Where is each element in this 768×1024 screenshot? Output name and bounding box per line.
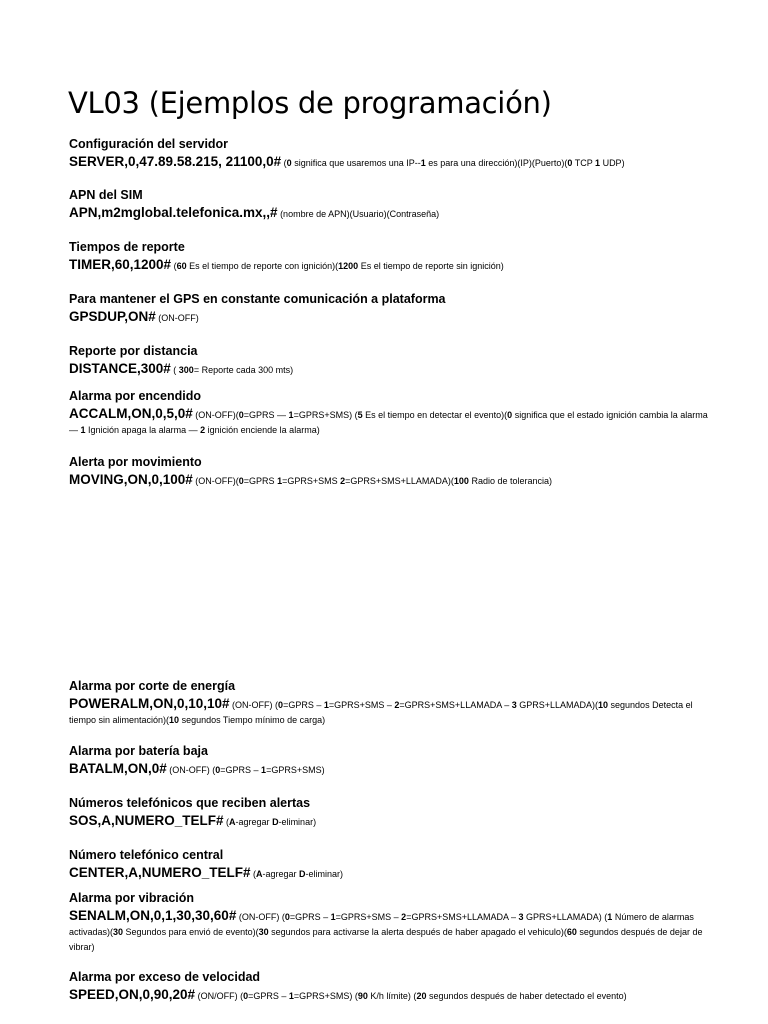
note-text: ( [171,261,177,271]
note-value: 1 [420,158,426,168]
command-note [156,313,199,323]
section-heading: Reporte por distancia [69,344,198,358]
command-line [69,696,709,728]
note-value: 30 [113,927,124,937]
note-value: 0 [507,410,513,420]
note-text: segundos Detecta el tiempo sin alimentación)( [69,700,693,725]
note-text: ( [170,365,179,375]
command-text: CENTER,A,NUMERO_TELF# [69,865,251,880]
section-heading: Alarma por batería baja [69,744,208,758]
note-value: 1 [595,158,601,168]
command-text: APN,m2mglobal.telefonica.mx,,# [69,205,278,220]
note-text: Es el tiempo en detectar el evento)( [362,410,508,420]
note-text: significa que usaremos una IP-- [291,158,421,168]
command-line [69,908,709,955]
section-vibration-alarm [69,891,709,955]
section-heading: Alarma por corte de energía [69,679,236,693]
section-heading: Configuración del servidor [69,137,229,151]
command-text: SPEED,ON,0,90,20# [69,987,196,1002]
command-note [251,869,344,879]
note-text: =GPRS+SMS+LLAMADA – [399,700,512,710]
command-line [69,257,709,274]
section-speed-alarm [69,970,709,1004]
command-note [171,365,293,375]
note-text: GPRS+LLAMADA)( [516,700,599,710]
command-text: SOS,A,NUMERO_TELF# [69,813,224,828]
section-heading: Alarma por encendido [69,389,201,403]
command-text: SENALM,ON,0,1,30,30,60# [69,908,237,923]
section-distance-report [69,344,709,378]
note-text: (ON-OFF) ( [236,912,285,922]
command-line [69,987,709,1004]
note-value: 60 [566,927,577,937]
section-movement-alert [69,455,709,489]
note-text: = Reporte cada 300 mts) [193,365,294,375]
command-note [171,261,504,271]
section-heading: APN del SIM [69,188,143,202]
note-text: =GPRS – [283,700,324,710]
section-heading: Alerta por movimiento [69,455,202,469]
note-text: (ON-OFF)( [192,410,239,420]
command-line [69,813,709,830]
note-value: 60 [176,261,187,271]
note-text: =GPRS+SMS – [335,912,402,922]
section-power-cut-alarm [69,679,709,728]
command-note [167,765,325,775]
note-text: (ON-OFF) ( [229,700,279,710]
note-value: 5 [357,410,363,420]
note-text: =GPRS – [289,912,331,922]
note-value: 1 [607,912,613,922]
note-value: 1 [261,765,267,775]
note-text: =GPRS+SMS – [328,700,395,710]
document-title: VL03 (Ejemplos de programación) [68,86,552,120]
note-text: (nombre de APN)(Usuario)(Contraseña) [277,209,440,219]
section-heading: Números telefónicos que reciben alertas [69,796,311,810]
note-text: Ignición apaga la alarma — [85,425,201,435]
section-heading: Alarma por exceso de velocidad [69,970,261,984]
command-text: GPSDUP,ON# [69,309,156,324]
note-value: 0 [238,410,244,420]
section-central-phone-number [69,848,709,882]
note-value: 1 [277,476,283,486]
note-text: Es el tiempo de reporte con ignición)( [186,261,339,271]
note-text: =GPRS+SMS+LLAMADA – [406,912,519,922]
section-alert-phone-numbers [69,796,709,830]
note-value: 1200 [338,261,359,271]
note-text: es para una dirección)(IP)(Puerto)( [425,158,568,168]
note-value: 90 [357,991,368,1001]
note-text: =GPRS+SMS) ( [293,410,358,420]
note-value: D [299,869,306,879]
note-text: =GPRS+SMS) ( [293,991,358,1001]
note-value: 0 [286,158,292,168]
note-text: -agregar [262,869,300,879]
note-text: K/h límite) ( [367,991,417,1001]
note-value: 2 [401,912,407,922]
note-text: (ON-OFF) ( [166,765,216,775]
note-value: A [256,869,263,879]
section-heading: Para mantener el GPS en constante comunicación a plataforma [69,292,446,306]
note-value: 20 [416,991,427,1001]
command-line [69,309,709,326]
section-low-battery-alarm [69,744,709,778]
note-value: 10 [598,700,609,710]
command-note [193,476,552,486]
note-value: D [272,817,279,827]
command-note [195,991,627,1001]
note-value: 30 [258,927,269,937]
section-heading: Tiempos de reporte [69,240,185,254]
note-value: 0 [567,158,573,168]
command-line [69,154,709,171]
command-text: DISTANCE,300# [69,361,171,376]
command-note [281,158,624,168]
note-text: Número de alarmas activadas)( [69,912,694,937]
note-text: =GPRS+SMS+LLAMADA)( [345,476,454,486]
note-text: ( [281,158,287,168]
note-text: segundos Tiempo mínimo de carga) [179,715,326,725]
note-text: -agregar [235,817,273,827]
note-text: segundos después de dejar de vibrar) [69,927,703,952]
note-text: ( [223,817,230,827]
note-text: -eliminar) [278,817,317,827]
command-text: BATALM,ON,0# [69,761,167,776]
note-text: =GPRS+SMS) [266,765,325,775]
note-value: 0 [278,700,284,710]
note-value: 1 [288,410,294,420]
command-line [69,205,709,222]
note-value: 1 [80,425,86,435]
note-text: ( [250,869,257,879]
note-value: 0 [284,912,290,922]
section-server-config [69,137,709,171]
note-value: 3 [518,912,524,922]
note-value: 0 [238,476,244,486]
section-ignition-alarm [69,389,709,438]
command-line [69,865,709,882]
note-text: =GPRS+SMS [282,476,341,486]
note-text: Radio de tolerancia) [468,476,553,486]
note-text: segundos para activarse la alerta después de haber apagado el vehiculo)( [268,927,567,937]
note-value: 100 [453,476,469,486]
note-text: segundos después de haber detectado el evento) [426,991,627,1001]
command-text: POWERALM,ON,0,10,10# [69,696,230,711]
command-line [69,761,709,778]
section-apn [69,188,709,222]
section-heading: Alarma por vibración [69,891,195,905]
note-text: significa que el estado ignición cambia la alarma — [69,410,708,435]
note-value: 1 [323,700,329,710]
note-text: ignición enciende la alarma) [205,425,320,435]
note-text: =GPRS — [243,410,289,420]
note-value: 3 [511,700,517,710]
note-value: 0 [243,991,249,1001]
note-value: 1 [288,991,294,1001]
command-line [69,406,709,438]
command-text: TIMER,60,1200# [69,257,172,272]
note-text: =GPRS – [248,991,289,1001]
note-value: 2 [394,700,400,710]
note-text: TCP [572,158,596,168]
note-text: =GPRS [243,476,278,486]
note-value: 2 [340,476,346,486]
command-text: SERVER,0,47.89.58.215, 21100,0# [69,154,282,169]
note-value: 300 [178,365,194,375]
note-value: 2 [200,425,206,435]
note-value: A [229,817,236,827]
note-text: (ON/OFF) ( [195,991,244,1001]
command-text: ACCALM,ON,0,5,0# [69,406,193,421]
note-value: 1 [330,912,336,922]
section-heading: Número telefónico central [69,848,224,862]
section-report-times [69,240,709,274]
section-gps-constant [69,292,709,326]
command-note [278,209,440,219]
command-line [69,361,709,378]
note-text: UDP) [600,158,625,168]
command-line [69,472,709,489]
note-text: (ON-OFF)( [192,476,239,486]
note-text: (ON-OFF) [155,313,199,323]
note-text: -eliminar) [305,869,344,879]
note-text: Es el tiempo de reporte sin ignición) [358,261,504,271]
command-text: MOVING,ON,0,100# [69,472,193,487]
note-text: =GPRS – [220,765,262,775]
command-note [224,817,317,827]
note-text: GPRS+LLAMADA) ( [523,912,608,922]
note-value: 0 [215,765,221,775]
note-text: Segundos para envió de evento)( [123,927,259,937]
note-value: 10 [169,715,180,725]
